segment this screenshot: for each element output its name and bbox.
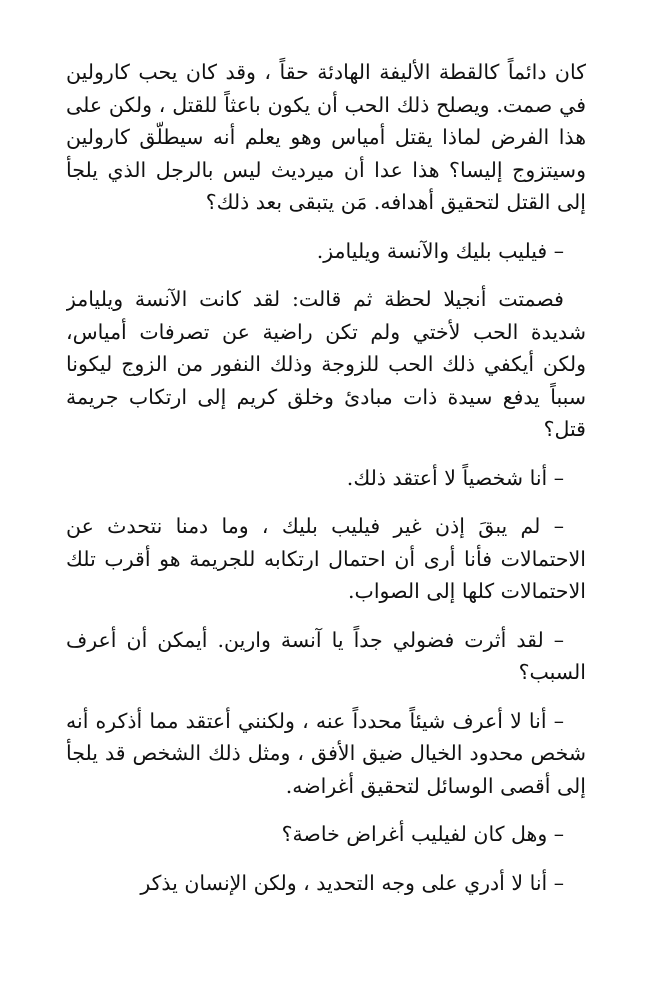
paragraph-5: – لم يبقَ إذن غير فيليب بليك ، وما دمنا نتحدث عن الاحتمالات فأنا أرى أن احتمال ارتكابه للجريمة هو أقرب تلك الاحتمالات كلها إلى الصواب.: [66, 514, 586, 603]
paragraph-4: – أنا شخصياً لا أعتقد ذلك.: [346, 465, 564, 490]
paragraph-7: – أنا لا أعرف شيئاً محدداً عنه ، ولكنني أعتقد مما أذكره أنه شخص محدود الخيال ضيق الأفق ، ومثل ذلك الشخص قد يلجأ إلى أقصى الوسائل لتحقيق أغراضه.: [66, 708, 586, 798]
paragraph-1: كان دائماً كالقطة الأليفة الهادئة حقاً ، وقد كان يحب كارولين في صمت. ويصلح ذلك الحب أن يكون باعثاً للقتل ، ولكن على هذا الفرض لماذا يقتل أمياس وهو يعلم أنه سيطلّق كارولين وسيتزوج إليسا؟ هذا عدا أن ميرديث ليس بالرجل الذي يلجأ إلى القتل لتحقيق أهدافه. مَن يتبقى بعد ذلك؟: [66, 60, 586, 214]
paragraph-8: – وهل كان لفيليب أغراض خاصة؟: [281, 822, 564, 846]
paragraph-3: فصمتت أنجيلا لحظة ثم قالت: لقد كانت الآنسة ويليامز شديدة الحب لأختي ولم تكن راضية عن تصرفات أمياس، ولكن أيكفي ذلك الحب للزوجة وذلك النفور من الزوج ليكونا سبباً يدفع سيدة ذات مبادئ وخلق كريم إلى ارتكاب جريمة قتل؟: [66, 287, 586, 441]
paragraph-6: – لقد أثرت فضولي جداً يا آنسة وارين. أيمكن أن أعرف السبب؟: [66, 627, 586, 684]
book-page: [66, 56, 586, 1000]
paragraph-2: – فيليب بليك والآنسة ويليامز.: [316, 238, 564, 263]
paragraph-9: – أنا لا أدري على وجه التحديد ، ولكن الإنسان يذكر: [140, 870, 564, 895]
